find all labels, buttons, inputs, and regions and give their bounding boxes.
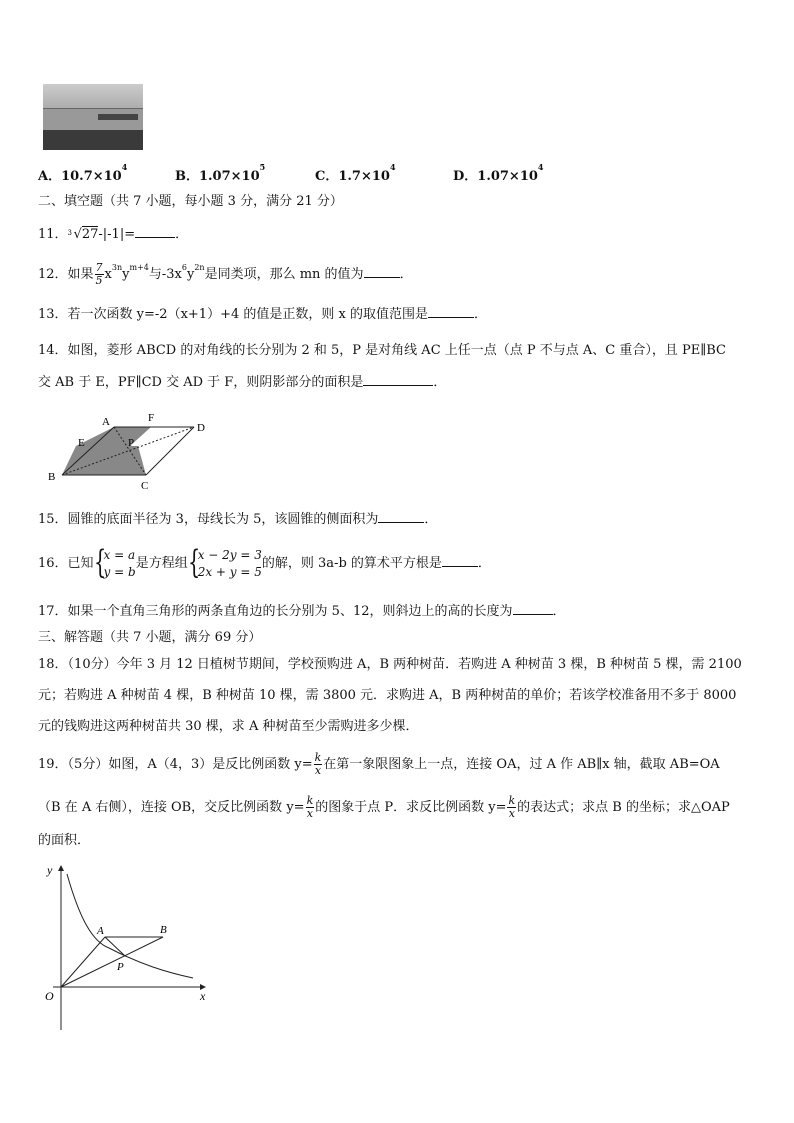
- q14-answer-blank[interactable]: [363, 373, 433, 386]
- q12-end: ．: [399, 267, 413, 282]
- q17-end: ．: [552, 604, 566, 619]
- frac-x-2: x: [306, 807, 313, 820]
- q19-l2b: 的图象于点 P．求反比例函数 y=: [315, 800, 507, 815]
- q11-expression: -|-1|=: [98, 227, 136, 242]
- option-d-text: D．1.07×10: [453, 169, 538, 184]
- shaded-region-top: [76, 427, 151, 446]
- system-2: { x − 2y = 3 2x + y = 5: [187, 542, 262, 581]
- monument-photo: [43, 84, 143, 150]
- answer-options: [38, 162, 758, 184]
- q16-end: ．: [477, 556, 491, 571]
- hyperbola-curve: [67, 874, 193, 978]
- q12-prefix: 12．如果: [38, 267, 94, 282]
- cube-root: 3 √27: [68, 226, 99, 244]
- q15-end: ．: [424, 512, 438, 527]
- q17-answer-blank[interactable]: [513, 602, 553, 615]
- q12-rest: 是同类项，那么 mn 的值为: [204, 267, 364, 282]
- q12-frac-den: 5: [95, 274, 103, 287]
- question-19-line-2: [38, 795, 756, 820]
- q19-l2c: 的表达式；求点 B 的坐标；求△OAP: [517, 800, 730, 815]
- system-1: { x = a y = b: [93, 542, 136, 581]
- frac-x-1: x: [314, 764, 322, 777]
- q19-fraction-2: [306, 795, 315, 820]
- option-c-text: C．1.7×10: [315, 169, 390, 184]
- label-o: O: [45, 989, 54, 1003]
- q19-fraction-1: [314, 752, 323, 777]
- system-1-eq-2: y = b: [103, 564, 136, 579]
- label-e: E: [78, 437, 85, 449]
- q17-text: 17．如果一个直角三角形的两条直角边的长分别为 5、12，则斜边上的高的长度为: [38, 604, 513, 619]
- label-p: P: [128, 437, 135, 449]
- q12-exp-2: m+4: [129, 263, 149, 272]
- label-p: P: [117, 961, 124, 973]
- section-3-title: 三、解答题（共 7 小题，满分 69 分）: [38, 630, 262, 645]
- hyperbola-figure: [35, 860, 220, 1032]
- q14-end: ．: [433, 375, 447, 390]
- q13-end: ．: [473, 307, 487, 322]
- label-x: x: [200, 989, 206, 1003]
- segment-oa: [61, 937, 105, 987]
- label-d: D: [197, 422, 205, 434]
- q19-fraction-3: [507, 795, 516, 820]
- segment-ob: [61, 937, 163, 987]
- frac-k-1: k: [314, 751, 322, 764]
- q12-term-x: x: [104, 267, 112, 282]
- q12-fraction: [95, 262, 104, 287]
- root-index: 3: [67, 229, 73, 237]
- q12-frac-num: 7: [95, 261, 103, 274]
- frac-x-3: x: [508, 807, 515, 820]
- q12-term-y2: y: [186, 267, 195, 282]
- q16-rest: 的解，则 3a-b 的算术平方根是: [261, 556, 442, 571]
- q12-mid: 与-3x: [148, 267, 182, 282]
- edge-dc: [146, 427, 194, 475]
- label-a: A: [102, 416, 110, 428]
- q16-answer-blank[interactable]: [442, 554, 478, 567]
- question-14-line-1: 14．如图，菱形 ABCD 的对角线的长分别为 2 和 5，P 是对角线 AC 上任一点（点 P 不与点 A、C 重合），且 PE∥BC: [38, 343, 727, 358]
- option-a-exponent: 4: [121, 162, 128, 172]
- q12-exp-1: 3n: [111, 263, 123, 272]
- label-b: B: [160, 924, 167, 936]
- question-19-line-1: [38, 752, 756, 777]
- frac-k-2: k: [306, 794, 314, 807]
- question-14-line-2: [38, 373, 756, 392]
- question-11: [38, 225, 756, 244]
- q13-text: 13．若一次函数 y=-2（x+1）+4 的值是正数，则 x 的取值范围是: [38, 307, 428, 322]
- question-15: [38, 510, 756, 529]
- q11-answer-blank[interactable]: [135, 225, 175, 238]
- question-18-line-3: 元的钱购进这两种树苗共 30 棵，求 A 种树苗至少需购进多少棵．: [38, 719, 419, 734]
- question-17: [38, 602, 756, 621]
- q19-l1a: 19．（5分）如图，A（4，3）是反比例函数 y=: [38, 757, 313, 772]
- q12-exp-4: 2n: [194, 263, 205, 272]
- system-1-eq-1: x = a: [103, 547, 136, 562]
- rhombus-figure: [40, 408, 220, 490]
- label-a: A: [97, 925, 104, 937]
- q19-l2a: （B 在 A 右侧），连接 OB，交反比例函数 y=: [38, 800, 305, 815]
- q12-answer-blank[interactable]: [364, 265, 400, 278]
- label-y: y: [47, 863, 53, 877]
- question-13: [38, 305, 756, 324]
- frac-k-3: k: [508, 794, 516, 807]
- label-c: C: [141, 480, 149, 490]
- q11-number: 11．: [38, 227, 68, 242]
- question-12: [38, 262, 756, 287]
- option-b-exponent: 5: [259, 162, 266, 172]
- option-b-text: B．1.07×10: [175, 169, 260, 184]
- radicand: 27: [81, 227, 99, 242]
- question-19-line-3: 的面积．: [38, 833, 91, 848]
- q16-prefix: 16．已知: [38, 556, 94, 571]
- q15-text: 15．圆锥的底面半径为 3，母线长为 5，该圆锥的侧面积为: [38, 512, 379, 527]
- question-16: [38, 544, 756, 584]
- option-b[interactable]: [175, 162, 266, 184]
- q12-term-y: y: [122, 267, 130, 282]
- q19-l1b: 在第一象限图象上一点，连接 OA，过 A 作 AB∥x 轴，截取 AB=OA: [323, 757, 720, 772]
- option-a-text: A．10.7×10: [38, 169, 122, 184]
- option-d-exponent: 4: [537, 162, 544, 172]
- q16-mid: 是方程组: [135, 556, 188, 571]
- label-b: B: [48, 471, 56, 483]
- q12-exp-3: 6: [181, 263, 187, 272]
- question-18-line-2: 元；若购进 A 种树苗 4 棵，B 种树苗 10 棵，需 3800 元．求购进 A，B 两种树苗的单价；若该学校准备用不多于 8000: [38, 688, 737, 703]
- q14-line2-text: 交 AB 于 E，PF∥CD 交 AD 于 F，则阴影部分的面积是: [38, 375, 364, 390]
- option-c-exponent: 4: [389, 162, 396, 172]
- question-18-line-1: 18．（10分）今年 3 月 12 日植树节期间，学校预购进 A，B 两种树苗．若购进 A 种树苗 3 棵，B 种树苗 5 棵，需 2100: [38, 657, 742, 672]
- segment-ap: [105, 937, 125, 956]
- option-c[interactable]: [315, 162, 396, 184]
- q11-end: ．: [175, 227, 189, 242]
- section-2-title: 二、填空题（共 7 小题，每小题 3 分，满分 21 分）: [38, 194, 343, 209]
- option-d[interactable]: [453, 162, 544, 184]
- option-a[interactable]: [38, 162, 128, 184]
- label-f: F: [148, 412, 155, 424]
- system-2-eq-1: x − 2y = 3: [197, 547, 262, 562]
- q13-answer-blank[interactable]: [428, 305, 474, 318]
- system-2-eq-2: 2x + y = 5: [197, 564, 262, 579]
- q15-answer-blank[interactable]: [378, 510, 424, 523]
